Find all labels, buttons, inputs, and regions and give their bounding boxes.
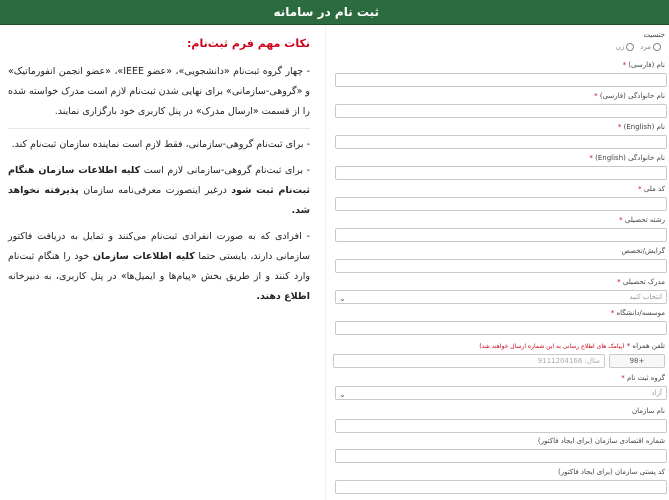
- specialization-field: [333, 246, 667, 273]
- institute-field: موسسه/دانشگاه *: [333, 308, 667, 335]
- field-of-study-input[interactable]: [335, 228, 667, 242]
- first-name-label: نام (فارسی): [628, 61, 665, 69]
- national-code-field: کد ملی *: [333, 184, 667, 211]
- note-3-pre: - افرادی که به صورت انفرادی ثبت‌نام می‌کنند و تمایل به دریافت فاکتور سازمانی دارند، بایستی حتما: [8, 231, 310, 262]
- org-name-label: نام سازمان: [631, 407, 665, 415]
- note-2b-pre: - برای ثبت‌نام گروهی-سازمانی لازم است: [140, 165, 310, 176]
- phone-row: [333, 354, 667, 368]
- institute-label: موسسه/دانشگاه: [616, 309, 665, 317]
- chevron-down-icon: ⌄: [339, 390, 346, 399]
- phone-country-code: +98: [609, 354, 665, 368]
- last-name-en-label: نام خانوادگی (English): [595, 154, 665, 162]
- gender-field: [333, 30, 667, 53]
- gender-label: جنسیت: [643, 31, 665, 39]
- note-paragraph-2a: - برای ثبت‌نام گروهی-سازمانی، فقط لازم است نماینده سازمان ثبت‌نام کند.: [11, 139, 310, 150]
- degree-select[interactable]: [335, 290, 667, 304]
- phone-input[interactable]: مثال: 9111204166: [333, 354, 605, 368]
- degree-placeholder: انتخاب کنید: [629, 293, 662, 301]
- first-name-en-field: نام (English) *: [333, 122, 667, 149]
- note-paragraph-1: - چهار گروه ثبت‌نام «دانشجویی»، «عضو IEEE»، «عضو انجمن انفورماتیک» و «گروهی-سازمانی» برای نهایی شدن ثبت‌نام لازم است مدرک خواسته شده را از قسمت «ارسال مدرک» در پنل کاربری خود بارگزاری نمایند.: [8, 66, 310, 117]
- last-name-en-field: نام خانوادگی (English) *: [333, 153, 667, 180]
- org-postal-label: کد پستی سازمان (برای ایجاد فاکتور): [558, 468, 665, 476]
- reg-group-select[interactable]: [335, 386, 667, 400]
- notes-title: نکات مهم فرم ثبت‌نام:: [187, 37, 310, 50]
- org-name-field: [333, 406, 667, 433]
- chevron-down-icon: ⌄: [339, 294, 346, 303]
- org-economic-label: شماره اقتصادی سازمان (برای ایجاد فاکتور): [537, 437, 665, 445]
- phone-hint: (پیامک های اطلاع رسانی به این شماره ارسال خواهند شد): [479, 343, 625, 350]
- last-name-en-input[interactable]: [335, 166, 667, 180]
- radio-female[interactable]: [626, 43, 634, 51]
- field-of-study-field: رشته تحصیلی *: [333, 215, 667, 242]
- notes-separator: [8, 128, 310, 129]
- org-economic-input[interactable]: [335, 449, 667, 463]
- org-postal-input[interactable]: [335, 480, 667, 494]
- note-2b-mid: درغیر اینصورت معرفی‌نامه سازمان: [78, 185, 232, 196]
- last-name-input[interactable]: [335, 104, 667, 118]
- registration-form: [333, 30, 667, 500]
- first-name-input[interactable]: [335, 73, 667, 87]
- page-title-bar: [0, 0, 669, 25]
- registration-notes: [0, 30, 318, 500]
- phone-field: تلفن همراه * (پیامک های اطلاع رسانی به این شماره ارسال خواهند شد) مثال: 9111204166 +98: [333, 341, 667, 368]
- degree-field: مدرک تحصیلی * انتخاب کنید ⌄: [333, 277, 667, 304]
- specialization-input[interactable]: [335, 259, 667, 273]
- column-divider: [325, 25, 326, 500]
- degree-label: مدرک تحصیلی: [622, 278, 665, 286]
- gender-option-female[interactable]: زن: [616, 43, 635, 51]
- phone-label: تلفن همراه: [632, 342, 665, 350]
- page-title: ثبت نام در سامانه: [273, 5, 379, 19]
- org-name-input[interactable]: [335, 419, 667, 433]
- note-paragraph-2b: [8, 161, 310, 221]
- specialization-label: گرایش/تخصص: [621, 247, 665, 255]
- last-name-field: نام خانوادگی (فارسی) *: [333, 91, 667, 118]
- last-name-label: نام خانوادگی (فارسی): [599, 92, 665, 100]
- reg-group-field: گروه ثبت نام * آزاد ⌄: [333, 373, 667, 400]
- field-of-study-label: رشته تحصیلی: [624, 216, 665, 224]
- reg-group-value: آزاد: [651, 389, 662, 397]
- note-2b-bold: کلیه اطلاعات سازمان هنگام ثبت‌نام ثبت شود: [8, 165, 310, 196]
- radio-male[interactable]: [653, 43, 661, 51]
- org-postal-field: [333, 467, 667, 494]
- note-2b-bold2: پذیرفته نخواهد شد.: [8, 185, 310, 216]
- national-code-input[interactable]: [335, 197, 667, 211]
- reg-group-label: گروه ثبت نام: [626, 374, 665, 382]
- note-3-mid: خود را هنگام ثبت‌نام وارد کنند و از طریق بخش «پیام‌ها و ایمیل‌ها» در پنل کاربری، به دبیرخانه: [8, 251, 310, 282]
- first-name-en-input[interactable]: [335, 135, 667, 149]
- org-economic-field: [333, 436, 667, 463]
- first-name-en-label: نام (English): [623, 123, 665, 131]
- national-code-label: کد ملی: [643, 185, 665, 193]
- note-paragraph-3: [8, 227, 310, 307]
- note-3-bold: کلیه اطلاعات سازمان: [92, 251, 195, 262]
- institute-input[interactable]: [335, 321, 667, 335]
- first-name-field: نام (فارسی) *: [333, 60, 667, 87]
- gender-options: [333, 41, 667, 53]
- gender-option-male[interactable]: مرد: [640, 43, 661, 51]
- note-3-bold2: اطلاع دهند.: [256, 291, 310, 302]
